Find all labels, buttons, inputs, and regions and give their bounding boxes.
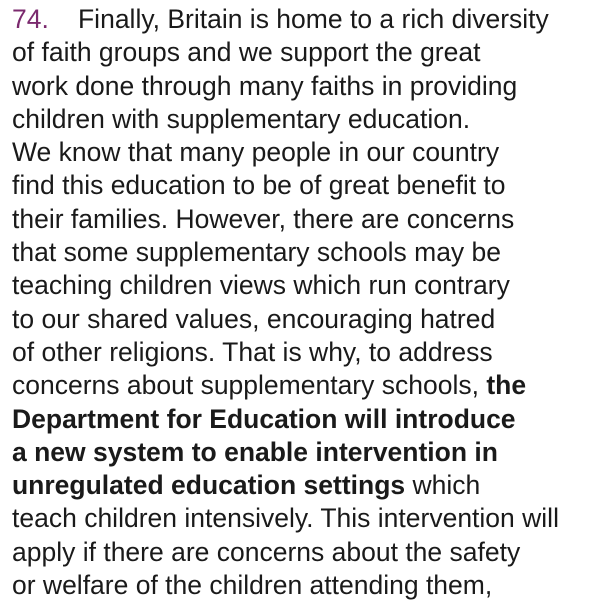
document-page bbox=[12, 3, 596, 602]
text-line-11: of other religions. That is why, to address bbox=[12, 336, 493, 367]
text-line-14: a new system to enable intervention in bbox=[12, 436, 498, 467]
text-line-9: teaching children views which run contrary bbox=[12, 270, 510, 301]
text-line-4: children with supplementary education. bbox=[12, 103, 471, 134]
text-segment: Finally, Britain is home to a rich diversity bbox=[78, 4, 549, 34]
text-line-5: We know that many people in our country bbox=[12, 137, 500, 168]
text-line-1 bbox=[12, 3, 596, 36]
text-line-12 bbox=[12, 369, 596, 402]
text-line-7: their families. However, there are concerns bbox=[12, 203, 515, 234]
text-line-6: find this education to be of great benefit to bbox=[12, 170, 506, 201]
text-line-2: of faith groups and we support the great bbox=[12, 37, 481, 68]
text-segment: which bbox=[405, 470, 481, 501]
paragraph-number: 74. bbox=[12, 4, 49, 34]
text-line-8: that some supplementary schools may be bbox=[12, 237, 502, 268]
bold-text-segment: unregulated education settings bbox=[12, 470, 406, 501]
text-line-18: or welfare of the children attending them, bbox=[12, 570, 493, 601]
text-segment: concerns about supplementary schools, bbox=[12, 370, 487, 401]
bold-text-segment: the bbox=[486, 370, 527, 401]
text-line-17: apply if there are concerns about the safety bbox=[12, 536, 521, 567]
text-line-15 bbox=[12, 469, 596, 502]
text-line-16: teach children intensively. This intervention will bbox=[12, 503, 559, 534]
text-line-3: work done through many faiths in providing bbox=[12, 70, 518, 101]
text-line-13: Department for Education will introduce bbox=[12, 403, 516, 434]
text-line-10: to our shared values, encouraging hatred bbox=[12, 303, 496, 334]
